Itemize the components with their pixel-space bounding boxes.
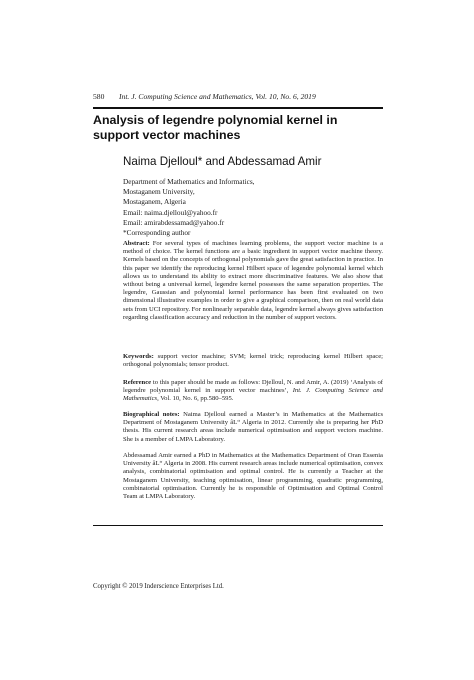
affiliation-block (123, 177, 383, 238)
title-rule-top (93, 107, 383, 109)
abstract-text: For several types of machines learning problems, the support vector machine is a method of choice. The kernel functions are a basic ingredient in support vector machine theory. Kernels based on the concepts of orthogonal polynomials gave the great satisfaction in practice. In this paper we identify the reproducing kernel Hilbert space of legendre polynomial kernel which allows us to understand its ability to extract more discriminative features. We also show that without being a universal kernel, legendre kernel possesses the same separation properties. The legendre, Gaussian and polynomial kernel performance has been first evaluated on two dimensional illustrative examples in order to give a graphical comparison, then on real world data sets from UCI repository. For nonlinearly separable data, legendre kernel always gives satisfaction regarding classification accuracy and reduction in the number of support vectors. (123, 240, 383, 321)
bio-label: Biographical notes: (123, 411, 180, 418)
affiliation-department: Department of Mathematics and Informatics, (123, 177, 255, 186)
paper-title: Analysis of legendre polynomial kernel in support vector machines (93, 113, 338, 142)
affiliation-location: Mostaganem, Algeria (123, 197, 186, 207)
reference-journal: Int. J. Computing Science and Mathematics (123, 387, 383, 403)
copyright-notice: Copyright © 2019 Inderscience Enterprises Ltd. (93, 583, 224, 590)
corresponding-author-note: *Corresponding author (123, 228, 191, 238)
page-number: 580 (93, 92, 105, 101)
author-names: Naima Djelloul* and Abdessamad Amir (123, 155, 322, 168)
reference-lead: to this paper should be made as follows: Djelloul, N. and Amir, A. (2019) ‘Analysis of legendre polynomial kernel in support vector machines’, (123, 379, 383, 395)
bio-first-author: Naima Djelloul earned a Master’s in Mathematics at the Mathematics Department of Mostaganem University âL“ Algeria in 2012. Currently she is preparing her PhD thesis. His current research areas include numerical optimisation and support vectors machine. She is a member of LMPA Laboratory. (123, 411, 384, 443)
section-rule-bottom (93, 525, 383, 526)
abstract (123, 240, 383, 322)
reference-note (123, 379, 383, 404)
bio-second-author: Abdessamad Amir earned a PhD in Mathematics at the Mathematics Department of Oran Essenia University âL“ Algeria in 2008. His current research areas include numerical optimisation, convex analysis, combinatorial optimisation and optimal control. He is currently a Teacher at the Mostaganem University, teaching optimisation, linear programming, quadratic programming, combinatorial optimisation. Currently he is responsible of Optimisation and Optimal Control Team at LMPA Laboratory. (123, 452, 383, 501)
journal-citation: Int. J. Computing Science and Mathematics, Vol. 10, No. 6, 2019 (119, 92, 316, 101)
affiliation-university: Mostaganem University, (123, 187, 195, 197)
affiliation-email-2: Email: amirabdessamad@yahoo.fr (123, 217, 225, 227)
keywords (123, 353, 383, 369)
running-head (93, 92, 413, 101)
reference-tail: , Vol. 10, No. 6, pp.580–595. (157, 395, 234, 403)
keywords-text: support vector machine; SVM; kernel trick; reproducing kernel Hilbert space; orthogonal polynomials; tensor product. (123, 353, 383, 369)
keywords-label: Keywords: (123, 353, 154, 360)
affiliation-email-1: Email: naima.djelloul@yahoo.fr (123, 207, 218, 217)
biographical-notes (123, 411, 383, 444)
reference-label: Reference (123, 379, 152, 386)
abstract-label: Abstract: (123, 240, 150, 247)
